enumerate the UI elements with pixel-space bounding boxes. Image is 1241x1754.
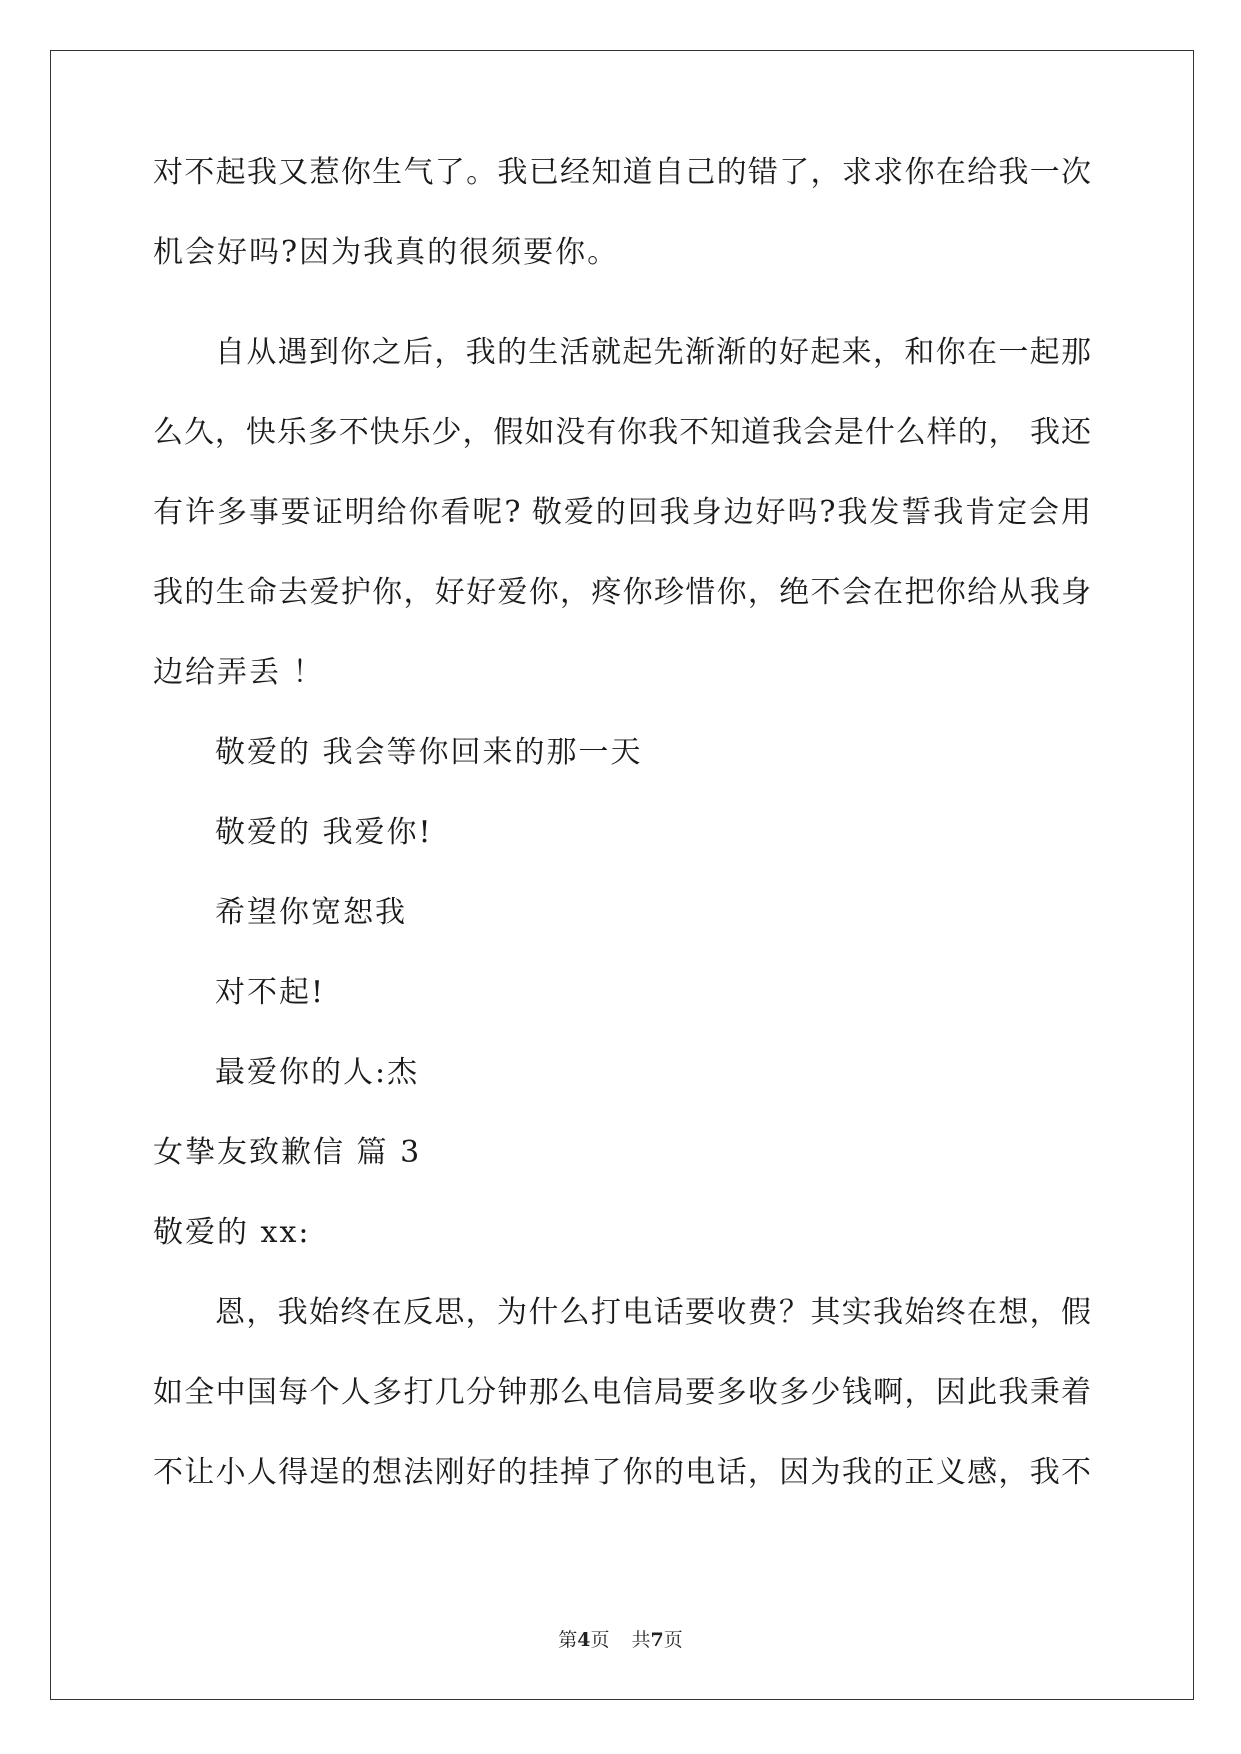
paragraph-line: 对不起! (215, 975, 326, 1010)
paragraph-line: 自从遇到你之后，我的生活就起先渐渐的好起来，和你在一起那 (215, 335, 1091, 370)
footer-page-number: 4 (577, 1629, 591, 1651)
footer-total-prefix: 共 (631, 1629, 651, 1651)
paragraph-line: 如全中国每个人多打几分钟那么电信局要多收多少钱啊，因此我秉着 (153, 1375, 1091, 1410)
footer-total-pages: 7 (650, 1629, 664, 1651)
paragraph-line: 么久，快乐多不快乐少，假如没有你我不知道我会是什么样的， 我还 (153, 415, 1091, 450)
footer-total-unit: 页 (663, 1629, 683, 1651)
paragraph-line: 对不起我又惹你生气了。我已经知道自己的错了，求求你在给我一次 (153, 155, 1091, 190)
paragraph-line: 敬爱的 我爱你! (215, 815, 433, 850)
paragraph-line: 有许多事要证明给你看呢? 敬爱的回我身边好吗?我发誓我肯定会用 (153, 495, 1091, 530)
paragraph-line: 边给弄丢 ！ (153, 655, 325, 690)
salutation: 敬爱的 xx: (153, 1215, 311, 1250)
footer-page-unit: 页 (590, 1629, 610, 1651)
paragraph-line: 恩，我始终在反思，为什么打电话要收费？其实我始终在想，假 (215, 1295, 1091, 1330)
paragraph-line: 敬爱的 我会等你回来的那一天 (215, 735, 643, 770)
paragraph-line: 机会好吗?因为我真的很须要你。 (153, 235, 620, 270)
signature-line: 最爱你的人:杰 (215, 1055, 420, 1090)
paragraph-line: 希望你宽恕我 (215, 895, 407, 930)
paragraph-line: 我的生命去爱护你，好好爱你，疼你珍惜你，绝不会在把你给从我身 (153, 575, 1091, 610)
footer-prefix: 第 (558, 1629, 578, 1651)
paragraph-line: 不让小人得逞的想法刚好的挂掉了你的电话，因为我的正义感，我不 (153, 1455, 1091, 1490)
page-footer (0, 1628, 1241, 1652)
section-heading: 女挚友致歉信 篇 3 (153, 1135, 422, 1170)
